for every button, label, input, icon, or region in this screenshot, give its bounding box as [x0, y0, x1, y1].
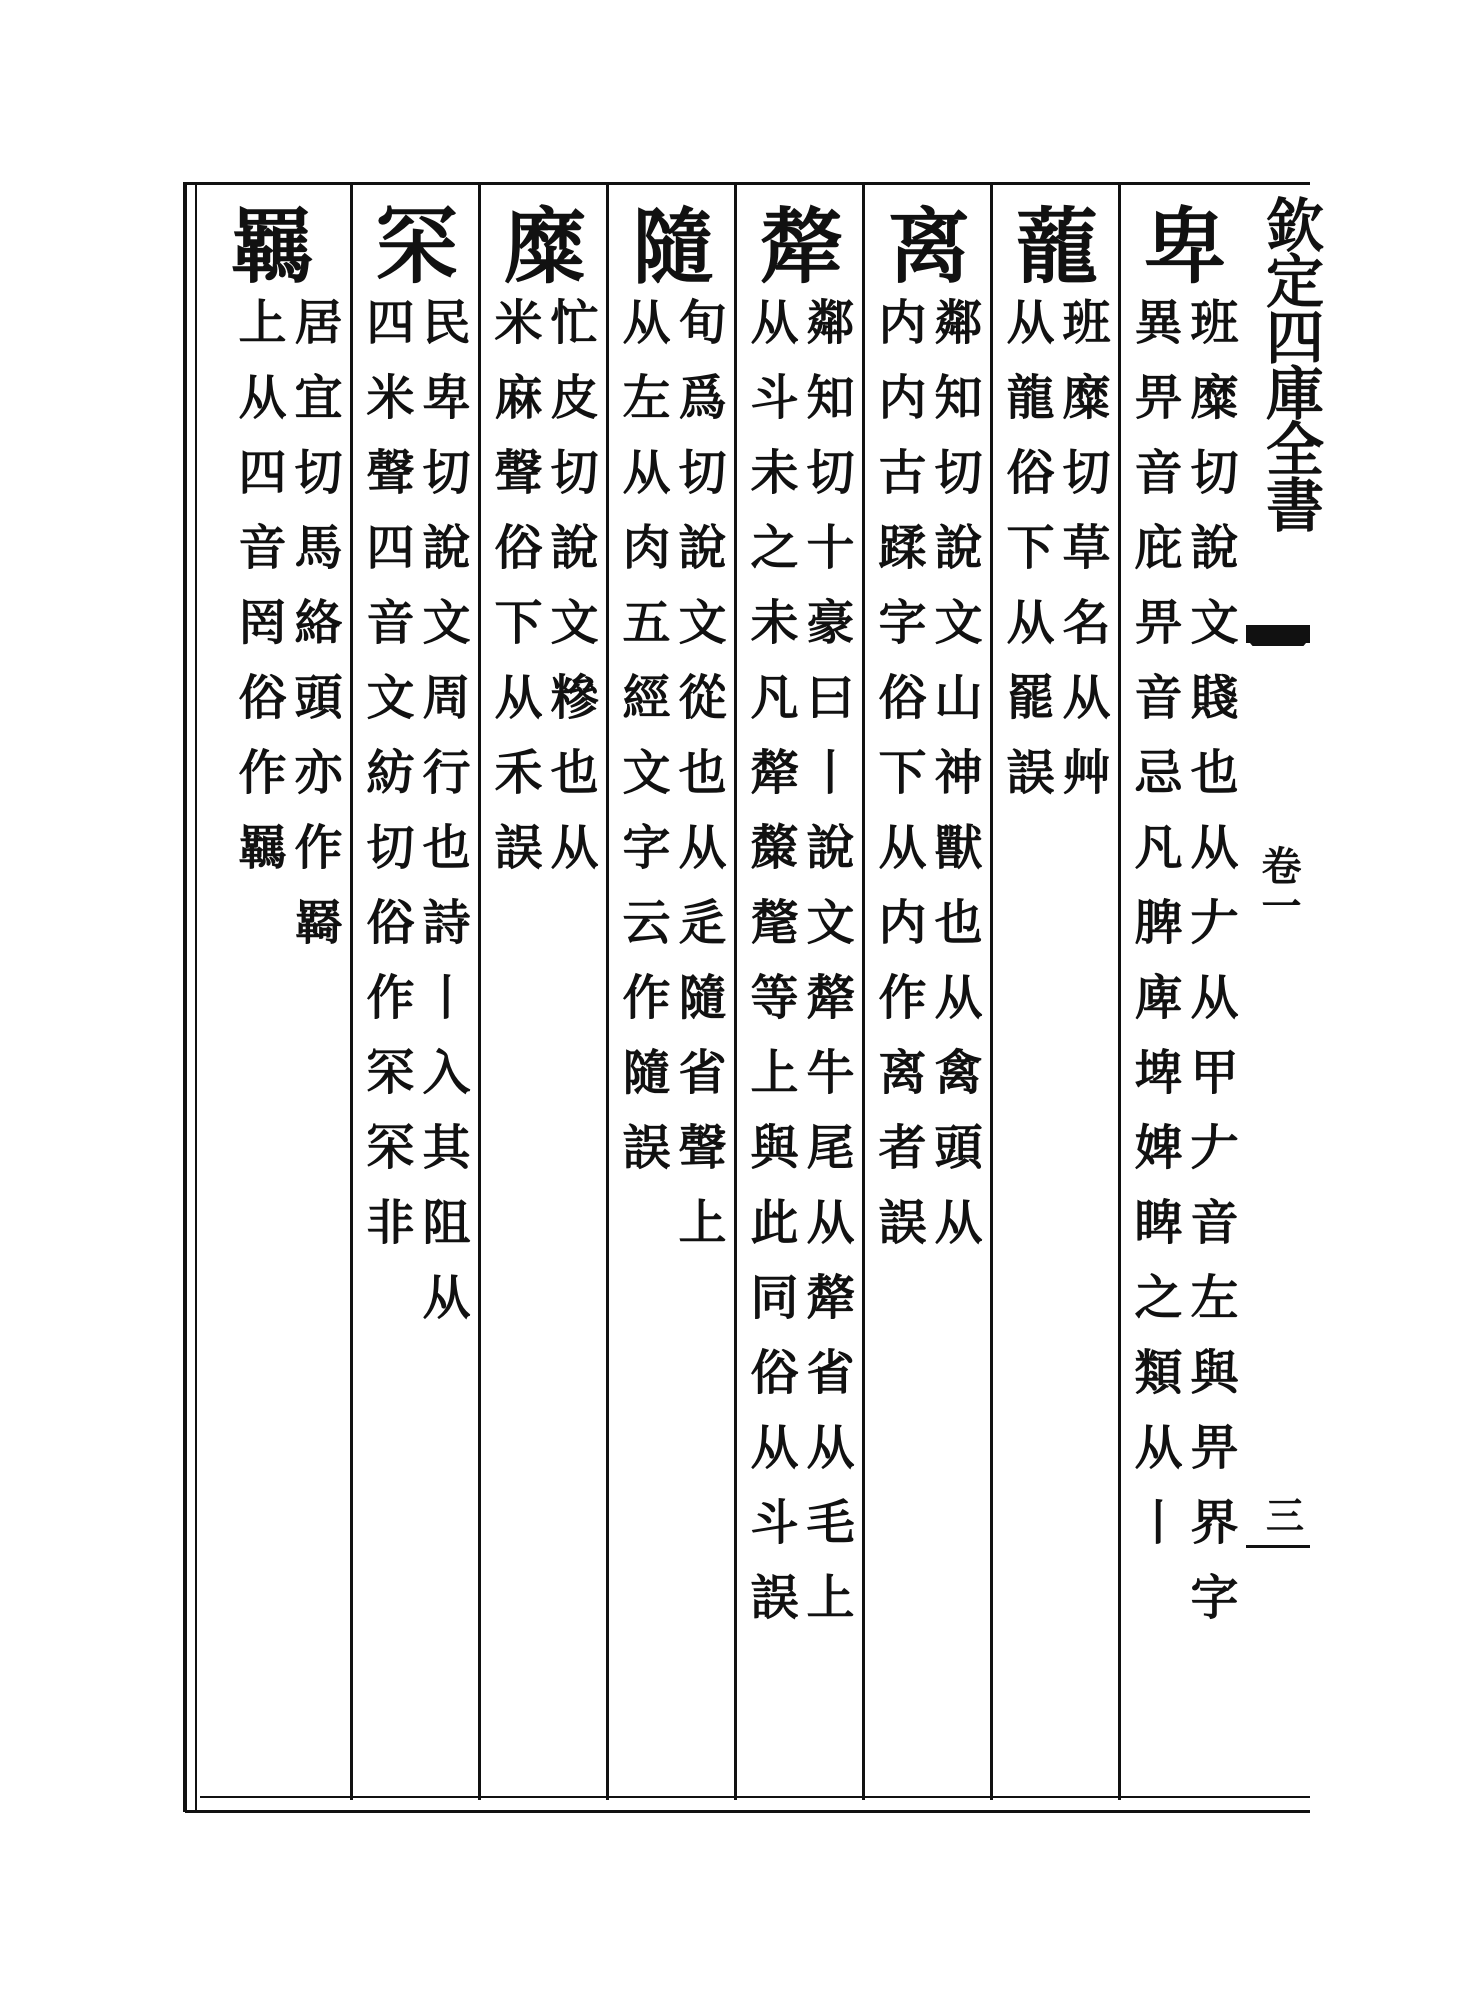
annotation-right: 旬爲切說文從也从辵隨省聲上 — [670, 297, 726, 1272]
entry-column — [1118, 185, 1246, 1800]
annotation-right: 居宜切馬絡頭亦作羇 — [286, 297, 342, 972]
annotation-right: 民卑切說文周行也詩丨入其阻从 — [414, 297, 470, 1347]
annotation-left: 米麻聲俗下从禾誤 — [486, 297, 542, 897]
entry-column — [990, 185, 1118, 1800]
headword: 离 — [887, 199, 970, 295]
annotation-right: 鄰知切十豪曰丨說文犛牛尾从犛省从毛上 — [798, 297, 854, 1647]
annotation-left: 四米聲四音文紡切俗作罙罙非 — [358, 297, 414, 1272]
fish-tail-band — [1246, 625, 1310, 643]
entry-column — [208, 185, 350, 1800]
entry-column — [478, 185, 606, 1800]
annotation-left: 从龍俗下从罷誤 — [998, 297, 1054, 822]
annotation-right: 鄰知切說文山神獸也从禽頭从 — [926, 297, 982, 1272]
margin-rule — [1246, 1545, 1310, 1548]
left-border — [183, 182, 197, 1812]
annotation-left: 内内古蹂字俗下从内作离者誤 — [870, 297, 926, 1272]
headword: 羈 — [230, 199, 313, 295]
annotation-right: 班糜切草名从艸 — [1054, 297, 1110, 822]
center-margin — [1246, 185, 1324, 1800]
annotation-left: 上从四音罔俗作羈 — [230, 297, 286, 897]
entry-column — [350, 185, 478, 1800]
annotation-right: 忙皮切說文糝也从 — [542, 297, 598, 897]
entry-column — [606, 185, 734, 1800]
headword: 犛 — [759, 199, 842, 295]
headword: 罙 — [375, 199, 458, 295]
headword: 卑 — [1143, 199, 1226, 295]
annotation-left: 从斗未之未凡犛斄氂等上與此同俗从斗誤 — [742, 297, 798, 1647]
entry-column — [734, 185, 862, 1800]
annotation-left: 異畀音庇畀音忌凡脾庳埤婢睥之類从丨 — [1126, 297, 1182, 1572]
headword: 蘢 — [1015, 199, 1098, 295]
entry-column — [862, 185, 990, 1800]
volume-label: 卷一 — [1255, 845, 1302, 925]
page-number: 三 — [1266, 1493, 1305, 1538]
annotation-left: 从左从肉五經文字云作隨誤 — [614, 297, 670, 1197]
book-title: 欽定四庫全書 — [1256, 195, 1324, 531]
headword: 糜 — [503, 199, 586, 295]
fish-tail-mark — [1250, 643, 1306, 676]
annotation-right: 班糜切說文賤也从𠂇从甲𠂇音左與畀界字 — [1182, 297, 1238, 1647]
headword: 隨 — [631, 199, 714, 295]
